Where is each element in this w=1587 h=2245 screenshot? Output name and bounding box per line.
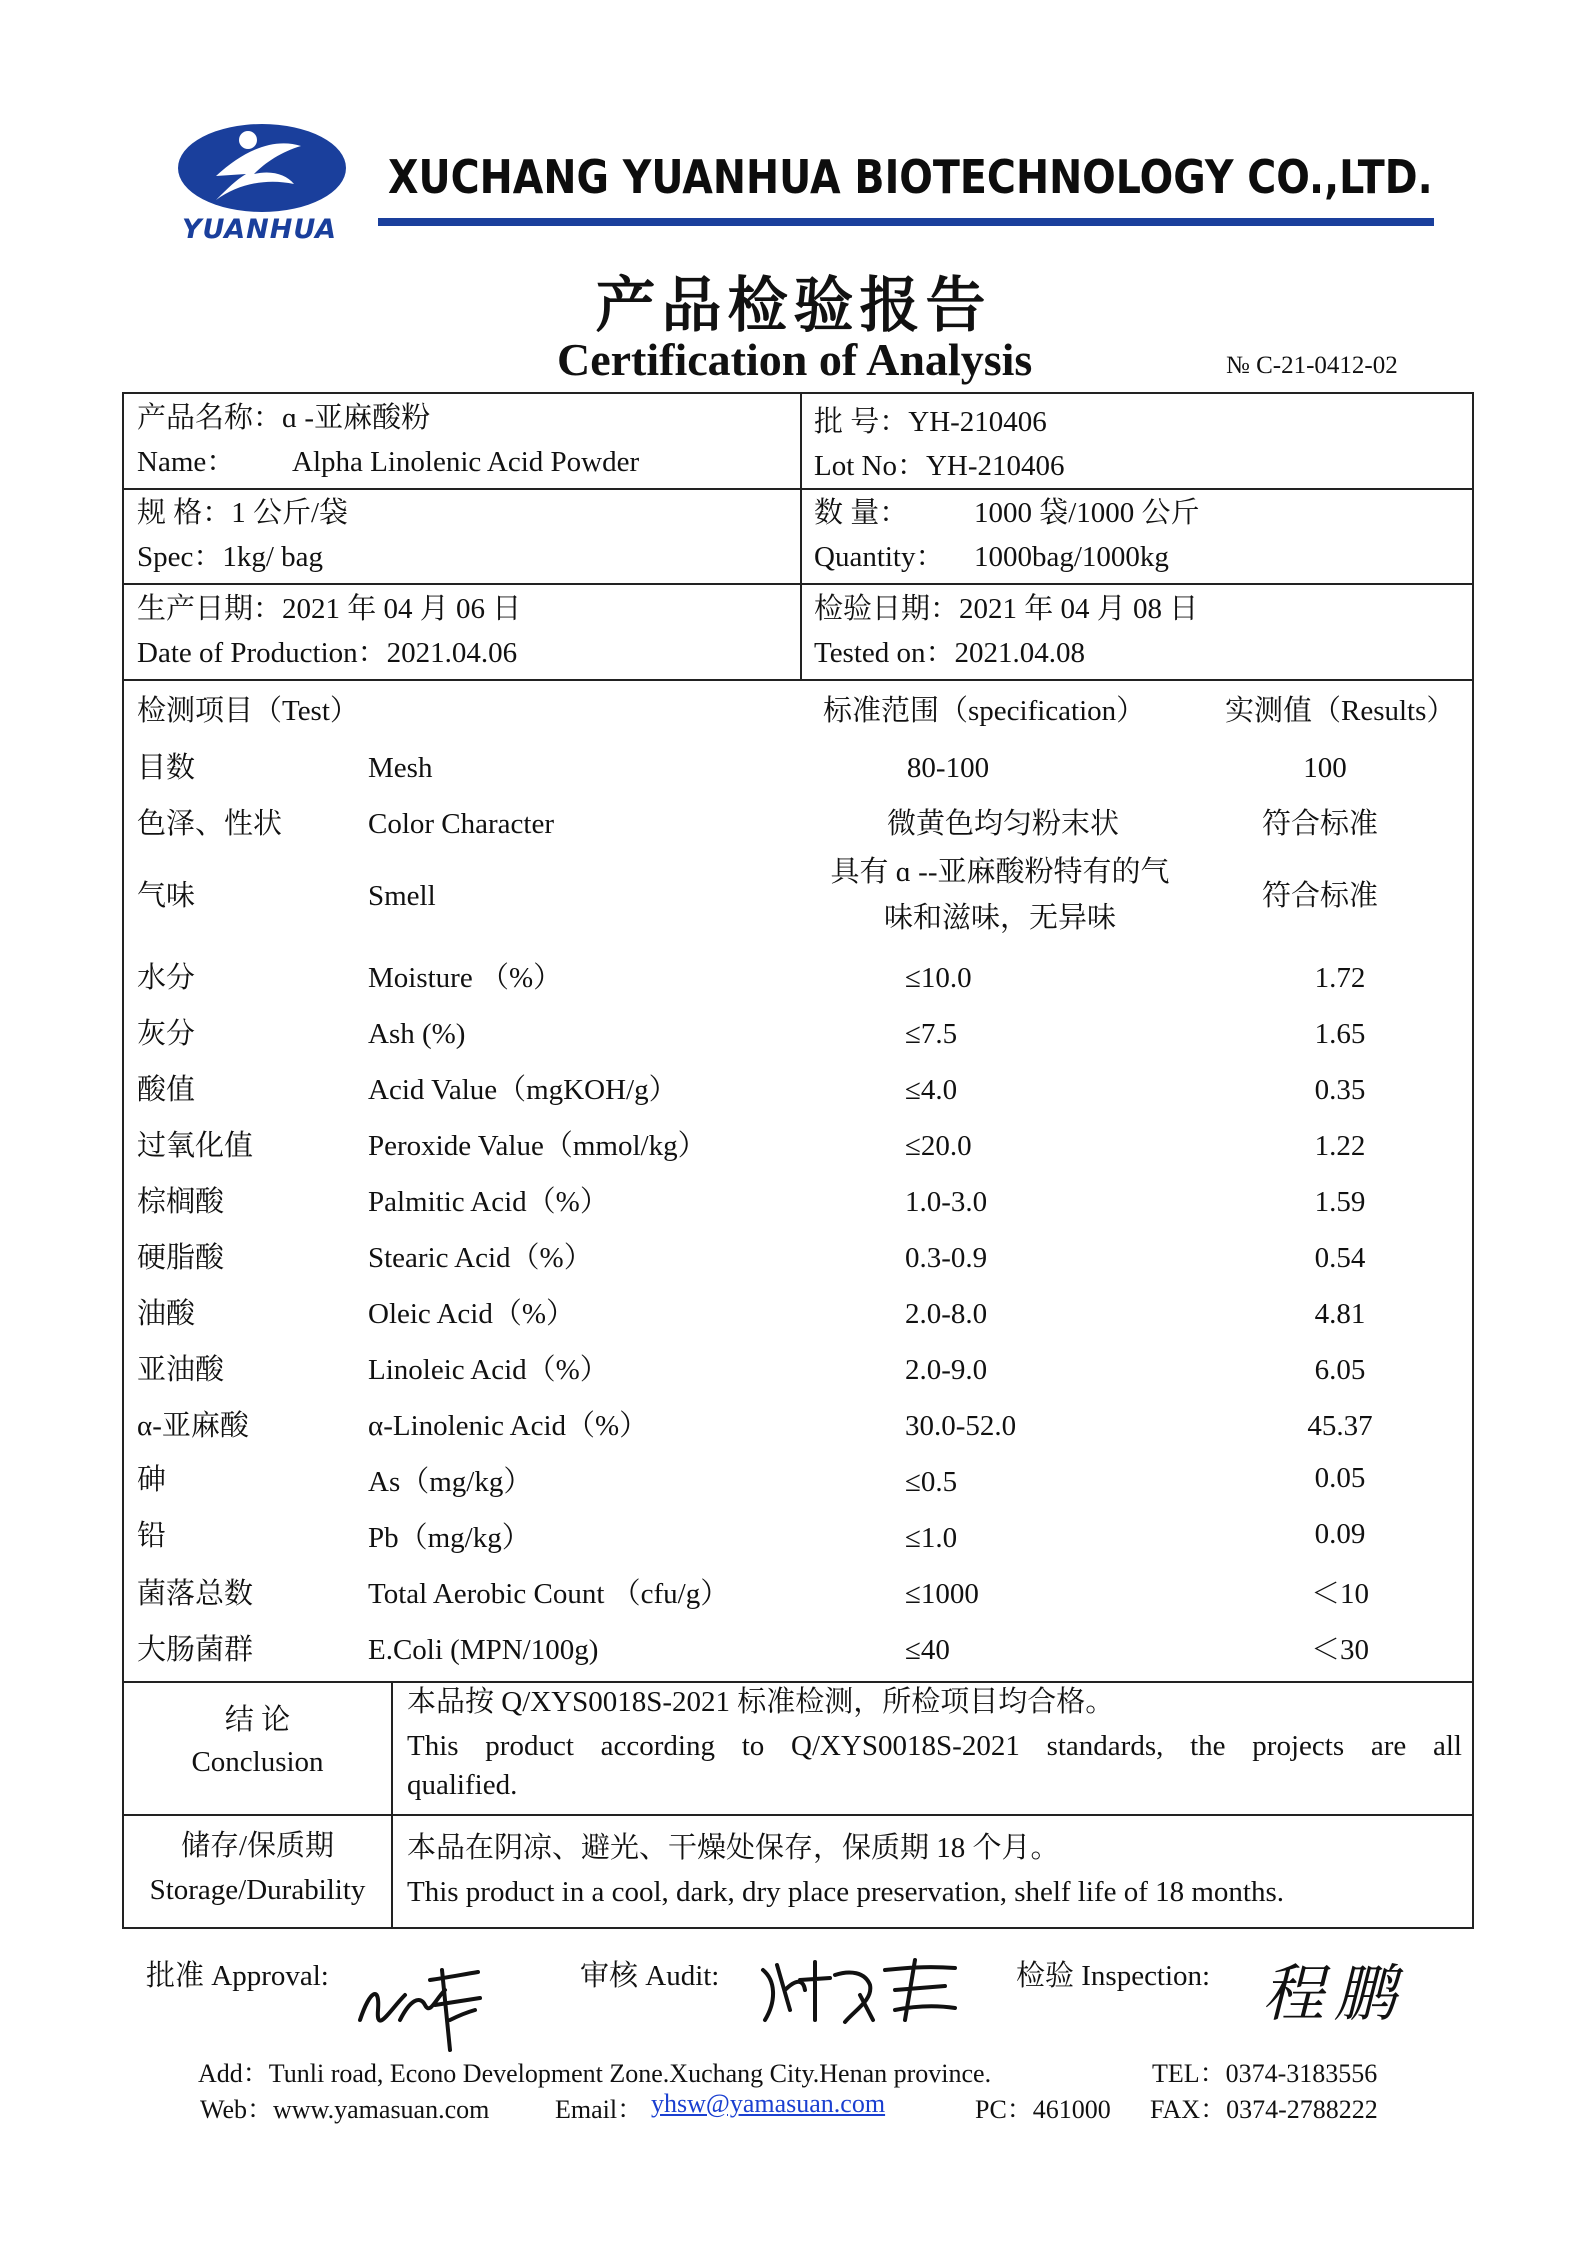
spec-en: Spec：1kg/ bag <box>137 541 324 573</box>
company-website[interactable]: Web：www.yamasuan.com <box>200 2095 490 2124</box>
row-result: 45.37 <box>1307 1410 1373 1442</box>
product-name-value: Alpha Linolenic Acid Powder <box>292 446 640 478</box>
row-item-cn: 砷 <box>137 1464 167 1496</box>
row-result: 6.05 <box>1314 1354 1366 1386</box>
row-item-cn: 水分 <box>137 962 196 994</box>
divider <box>122 583 1474 585</box>
audit-signature <box>755 1950 965 2035</box>
logo-text: YUANHUA <box>182 214 337 245</box>
divider <box>122 679 1474 681</box>
row-result: 1.22 <box>1314 1130 1366 1162</box>
row-item-cn: 铅 <box>137 1520 167 1552</box>
company-logo <box>176 118 346 248</box>
row-item-cn: 气味 <box>137 880 196 912</box>
product-name-cn: 产品名称：ɑ -亚麻酸粉 <box>137 402 431 434</box>
row-item-en: Oleic Acid（%） <box>368 1298 575 1330</box>
row-item-cn: 菌落总数 <box>137 1578 254 1610</box>
row-result: 100 <box>1303 752 1347 784</box>
row-item-en: Stearic Acid（%） <box>368 1242 593 1274</box>
row-spec: 80-100 <box>906 752 990 784</box>
conclusion-label-en: Conclusion <box>191 1746 324 1778</box>
row-spec: ≤1000 <box>905 1578 979 1610</box>
quantity-en-value: 1000bag/1000kg <box>974 541 1169 573</box>
conclusion-label-cn: 结 论 <box>224 1704 291 1736</box>
row-item-cn: 油酸 <box>137 1298 196 1330</box>
company-name: XUCHANG YUANHUA BIOTECHNOLOGY CO.,LTD. <box>388 150 1433 204</box>
row-item-en: Palmitic Acid（%） <box>368 1186 609 1218</box>
quantity-cn-value: 1000 袋/1000 公斤 <box>974 497 1200 529</box>
company-address: Add：Tunli road, Econo Development Zone.Xuchang City.Henan province. <box>198 2059 992 2088</box>
row-item-en: Linoleic Acid（%） <box>368 1354 609 1386</box>
row-item-en: α-Linolenic Acid（%） <box>368 1410 649 1442</box>
row-spec: ≤7.5 <box>905 1018 958 1050</box>
row-result: 4.81 <box>1314 1298 1366 1330</box>
row-spec: 1.0-3.0 <box>905 1186 988 1218</box>
row-result: ＜30 <box>1310 1634 1369 1666</box>
storage-text-en: This product in a cool, dark, dry place preservation, shelf life of 18 months. <box>407 1876 1285 1908</box>
divider <box>122 1814 1474 1816</box>
divider <box>800 392 802 679</box>
row-result: 0.09 <box>1314 1518 1366 1550</box>
row-item-en: Pb（mg/kg） <box>368 1522 531 1554</box>
row-item-cn: 硬脂酸 <box>137 1242 225 1274</box>
row-spec: ≤0.5 <box>905 1466 958 1498</box>
approval-label: 批准 Approval: <box>146 1960 329 1992</box>
row-item-cn: α-亚麻酸 <box>137 1410 249 1442</box>
company-fax: FAX：0374-2788222 <box>1150 2095 1378 2124</box>
row-item-en: Moisture （%） <box>368 962 563 994</box>
row-item-cn: 色泽、性状 <box>137 808 283 840</box>
row-result: 1.65 <box>1314 1018 1366 1050</box>
row-result: 1.59 <box>1314 1186 1366 1218</box>
divider <box>122 488 1474 490</box>
row-result: 0.54 <box>1314 1242 1366 1274</box>
row-item-cn: 棕榈酸 <box>137 1186 225 1218</box>
audit-label: 审核 Audit: <box>580 1960 720 1992</box>
conclusion-text-en-line2: qualified. <box>407 1769 518 1801</box>
header-divider <box>378 218 1434 226</box>
row-item-en: Smell <box>368 880 436 912</box>
row-item-en: As（mg/kg） <box>368 1466 533 1498</box>
product-name-label: Name： <box>137 446 236 478</box>
row-result: 0.35 <box>1314 1074 1366 1106</box>
row-spec: ≤4.0 <box>905 1074 958 1106</box>
row-result: 1.72 <box>1314 962 1366 994</box>
row-item-cn: 大肠菌群 <box>137 1634 254 1666</box>
certificate-number: № C-21-0412-02 <box>1226 352 1398 379</box>
row-spec: 0.3-0.9 <box>905 1242 988 1274</box>
column-header-result: 实测值（Results） <box>1225 695 1456 727</box>
row-result: 符合标准 <box>1261 808 1378 840</box>
row-item-en: Total Aerobic Count （cfu/g） <box>368 1578 730 1610</box>
storage-text-cn: 本品在阴凉、避光、干燥处保存，保质期 18 个月。 <box>407 1832 1060 1864</box>
row-item-cn: 灰分 <box>137 1018 196 1050</box>
row-spec: ≤10.0 <box>905 962 972 994</box>
row-spec: 微黄色均匀粉末状 <box>886 808 1119 840</box>
row-spec: ≤1.0 <box>905 1522 958 1554</box>
test-date-cn: 检验日期：2021 年 04 月 08 日 <box>814 593 1199 625</box>
row-item-en: E.Coli (MPN/100g) <box>368 1634 599 1666</box>
divider <box>122 1681 1474 1683</box>
row-item-en: Mesh <box>368 752 433 784</box>
divider <box>391 1681 393 1929</box>
email-label: Email： <box>555 2095 644 2124</box>
column-header-test: 检测项目（Test） <box>137 695 359 727</box>
row-item-cn: 目数 <box>137 752 196 784</box>
row-item-en: Ash (%) <box>368 1018 466 1050</box>
inspection-signature: 程鹏 <box>1262 1961 1407 2029</box>
row-spec: 30.0-52.0 <box>905 1410 1017 1442</box>
production-date-en: Date of Production：2021.04.06 <box>137 637 518 669</box>
conclusion-text-en-line1: This product according to Q/XYS0018S-2021 standards, the projects are all <box>407 1730 1462 1762</box>
postal-code: PC：461000 <box>975 2095 1111 2124</box>
storage-label-en: Storage/Durability <box>149 1874 366 1906</box>
email-link[interactable]: yhsw@yamasuan.com <box>651 2089 886 2118</box>
row-spec: 具有 ɑ --亚麻酸粉特有的气 <box>830 856 1170 888</box>
row-item-cn: 亚油酸 <box>137 1354 225 1386</box>
inspection-label: 检验 Inspection: <box>1016 1960 1211 1992</box>
lot-number-cn: 批 号：YH-210406 <box>814 406 1047 438</box>
row-item-en: Acid Value（mgKOH/g） <box>368 1074 678 1106</box>
row-item-en: Peroxide Value（mmol/kg） <box>368 1130 707 1162</box>
company-phone: TEL：0374-3183556 <box>1152 2059 1378 2088</box>
approval-signature <box>350 1950 500 2065</box>
quantity-en-label: Quantity： <box>814 541 945 573</box>
row-spec: ≤20.0 <box>905 1130 972 1162</box>
lot-number-en: Lot No：YH-210406 <box>814 450 1065 482</box>
conclusion-text-cn: 本品按 Q/XYS0018S-2021 标准检测，所检项目均合格。 <box>407 1686 1115 1718</box>
test-date-en: Tested on：2021.04.08 <box>814 637 1086 669</box>
title-chinese: 产品检验报告 <box>595 273 992 339</box>
row-spec: 2.0-9.0 <box>905 1354 988 1386</box>
row-spec-line2: 味和滋味，无异味 <box>883 902 1116 934</box>
row-item-cn: 过氧化值 <box>137 1130 254 1162</box>
quantity-cn-label: 数 量： <box>814 497 909 529</box>
column-header-spec: 标准范围（specification） <box>823 695 1146 727</box>
title-english: Certification of Analysis <box>557 334 1033 385</box>
spec-cn: 规 格：1 公斤/袋 <box>137 497 349 529</box>
row-spec: ≤40 <box>905 1634 950 1666</box>
row-item-en: Color Character <box>368 808 555 840</box>
row-result: 符合标准 <box>1261 880 1378 912</box>
row-spec: 2.0-8.0 <box>905 1298 988 1330</box>
row-item-cn: 酸值 <box>137 1074 196 1106</box>
row-result: 0.05 <box>1314 1462 1366 1494</box>
production-date-cn: 生产日期：2021 年 04 月 06 日 <box>137 593 522 625</box>
row-result: ＜10 <box>1310 1578 1369 1610</box>
storage-label-cn: 储存/保质期 <box>180 1830 335 1862</box>
